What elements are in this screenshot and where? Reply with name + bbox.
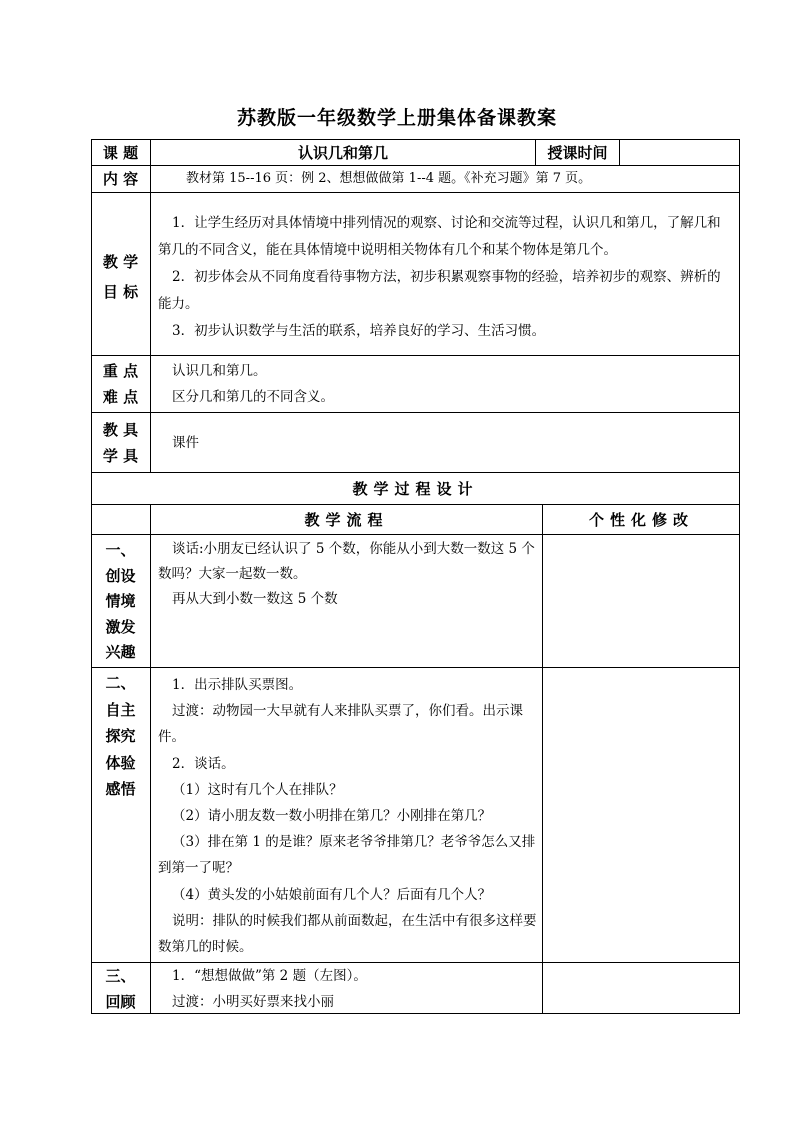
section-content (158, 672, 538, 960)
topic-value: 认识几和第几 (297, 144, 388, 162)
goal-item: 3．初步认识数学与生活的联系，培养良好的学习、生活习惯。 (172, 323, 546, 339)
row-divider (91, 355, 740, 356)
process-line: 再从大到小数一数这 5 个数 (172, 591, 338, 607)
custom-column-header: 个性化修改 (588, 511, 694, 529)
section-label (91, 538, 150, 666)
section-content (158, 537, 538, 612)
tools-label-line: 教 具 (102, 421, 139, 439)
key-point: 认识几和第几。 (172, 363, 267, 379)
process-line: 过渡：动物园一大早就有人来排队买票了，你们看。出示课件。 (158, 703, 523, 746)
goals-list (158, 210, 734, 345)
section-label (91, 670, 150, 803)
process-line: （2）请小朋友数一数小明排在第几？小刚排在第几？ (172, 808, 492, 825)
row-divider (91, 667, 740, 668)
row-divider (91, 962, 740, 963)
row-divider (91, 412, 740, 413)
key-label (91, 358, 150, 410)
col-divider (619, 139, 620, 165)
section-label-line: 探究 (105, 727, 136, 745)
tools-value: 课件 (172, 435, 199, 451)
process-line: 2．谈话。 (172, 755, 235, 772)
col-divider (542, 504, 543, 1014)
section-label-line: 体验 (105, 753, 136, 772)
goals-label (91, 247, 150, 307)
process-line: （4）黄头发的小姑娘前面有几个人？后面有几个人？ (172, 886, 492, 903)
section-label-line: 三、 (105, 967, 136, 985)
process-line: （1）这时有几个人在排队？ (172, 781, 343, 798)
process-line: （3）排在第 1 的是谁？原来老爷爷排第几？老爷爷怎么又排到第一了呢？ (158, 834, 536, 877)
section-label-line: 二、 (105, 674, 136, 692)
process-heading: 教学过程设计 (352, 480, 479, 498)
tools-label-line: 学 具 (102, 447, 139, 465)
difficulty-point: 区分几和第几的不同含义。 (172, 389, 334, 405)
row-divider (91, 504, 740, 505)
topic-label: 课 题 (102, 144, 139, 162)
goals-label-line: 教 学 (102, 253, 139, 271)
col-divider (150, 504, 151, 1014)
process-line: 1．“想想做做”第 2 题（左图）。 (172, 968, 367, 984)
process-line: 谈话:小朋友已经认识了 5 个数，你能从小到大数一数这 5 个数吗？大家一起数一数。 (158, 541, 535, 582)
section-label-line: 自主 (105, 700, 136, 719)
time-label: 授课时间 (547, 144, 608, 162)
content-label: 内 容 (102, 170, 139, 188)
goals-label-line: 目 标 (102, 283, 139, 301)
section-label-line: 激发 (105, 617, 136, 636)
col-divider (150, 139, 151, 472)
key-label-line: 重 点 (102, 362, 139, 380)
section-label-line: 回顾 (105, 992, 136, 1011)
section-label-line: 一、 (105, 541, 136, 559)
section-label (91, 964, 150, 1015)
row-divider (91, 472, 740, 473)
key-text (172, 358, 732, 410)
section-label-line: 感悟 (105, 780, 136, 798)
key-label-line: 难 点 (102, 388, 139, 406)
section-label-line: 情境 (105, 592, 136, 611)
tools-label (91, 417, 150, 469)
flow-column-header: 教学流程 (304, 511, 389, 529)
process-line: 过渡：小明买好票来找小丽 (172, 993, 334, 1010)
content-value: 教材第 15--16 页：例 2、想想做做第 1--4 题。《补充习题》第 7 页。 (186, 171, 592, 186)
row-divider (91, 534, 740, 535)
goal-item: 1．让学生经历对具体情境中排列情况的观察、讨论和交流等过程，认识几和第几，了解几和第几的不同含义，能在具体情境中说明相关物体有几个和某个物体是第几个。 (158, 215, 721, 258)
process-line: 1．出示排队买票图。 (172, 677, 303, 693)
row-divider (91, 192, 740, 193)
goal-item: 2．初步体会从不同角度看待事物方法，初步积累观察事物的经验，培养初步的观察、辨析的能力。 (158, 269, 721, 312)
section-label-line: 兴趣 (105, 643, 136, 662)
section-label-line: 创设 (105, 566, 136, 585)
page-title: 苏教版一年级数学上册集体备课教案 (236, 107, 557, 129)
section-content (158, 964, 538, 1015)
process-line: 说明：排队的时候我们都从前面数起，在生活中有很多这样要数第几的时候。 (158, 912, 537, 956)
